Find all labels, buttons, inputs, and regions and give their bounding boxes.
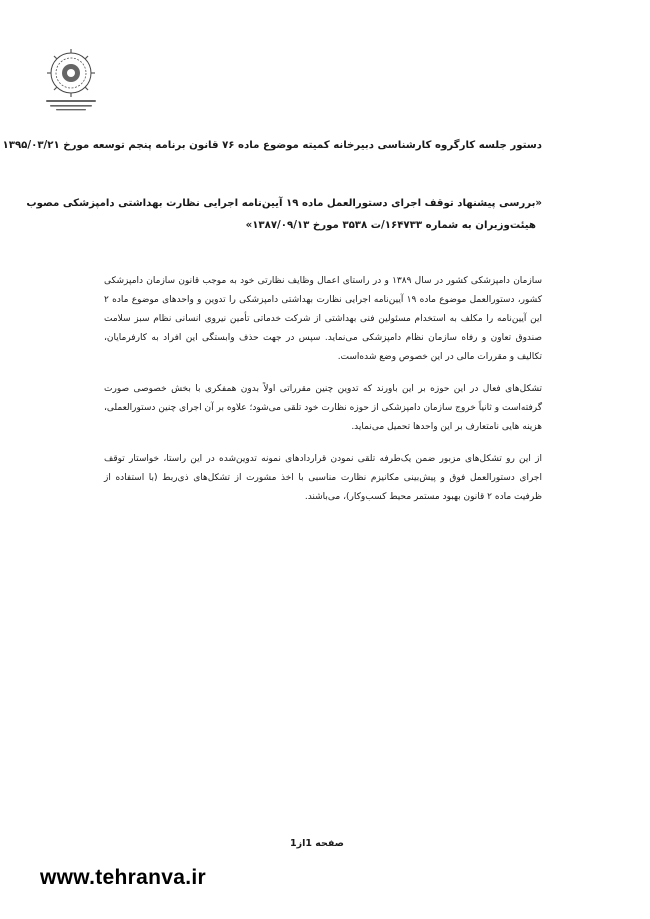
subject-line-1: «بررسی پیشنهاد توقف اجرای دستورالعمل ماده ۱۹ آیین‌نامه اجرایی نظارت بهداشتی دامپزشکی مصوب xyxy=(26,198,542,209)
emblem-icon xyxy=(40,48,102,114)
page-number: صفحه 1از1 xyxy=(290,838,344,849)
body-text xyxy=(104,272,542,520)
website-watermark: www.tehranva.ir xyxy=(40,866,206,889)
paragraph-1: سازمان دامپزشکی کشور در سال ۱۳۸۹ و در راستای اعمال وظایف نظارتی خود به موجب قانون سازمان دامپزشکی کشور، دستورالعمل موضوع ماده ۱۹ آیین‌نامه اجرایی نظارت بهداشتی دامپزشکی را تدوین و واحدهای موضوع ماده ۲ این آیین‌نامه را مکلف به استخدام مسئولین فنی بهداشتی از شرکت خدماتی تأمین نیروی انسانی نظام سبز سلامت صندوق تعاون و رفاه سازمان نظام دامپزشکی می‌نماید. سپس در جهت حذف وابستگی این افراد به کارفرمایان، تکالیف و مقررات مالی در این خصوص وضع شده‌است. xyxy=(104,276,542,362)
organization-logo xyxy=(40,48,102,114)
subject-line-2: هیئت‌وزیران به شماره ۱۶۴۷۳۳/ت ۳۵۳۸ مورخ ۱۳۸۷/۰۹/۱۳» xyxy=(245,220,536,231)
paragraph-2: تشکل‌های فعال در این حوزه بر این باورند که تدوین چنین مقرراتی اولاً بدون همفکری با بخش خصوصی صورت گرفته‌است و ثانیاً خروج سازمان دامپزشکی از حوزه نظارت خود تلقی می‌شود؛ علاوه بر آن اجرای چنین دستورالعملی، هزینه هایی نامتعارف بر این واحدها تحمیل می‌نماید. xyxy=(104,384,542,432)
subject-heading xyxy=(26,193,542,237)
paragraph-3: از این رو تشکل‌های مزبور ضمن یک‌طرفه تلقی نمودن قراردادهای نمونه تدوین‌شده در این راستا، خواستار توقف اجرای دستورالعمل فوق و پیش‌بینی مکانیزم نظارت مناسبی با اخذ مشورت از تشکل‌های ذی‌ربط (با استفاده از ظرفیت ماده ۲ قانون بهبود مستمر محیط کسب‌وکار)، می‌باشند. xyxy=(104,454,542,502)
meeting-agenda-title: دستور جلسه کارگروه کارشناسی دبیرخانه کمیته موضوع ماده ۷۶ قانون برنامه پنجم توسعه مورخ ۱۳۹۵/۰۳/۲۱ xyxy=(2,140,542,151)
